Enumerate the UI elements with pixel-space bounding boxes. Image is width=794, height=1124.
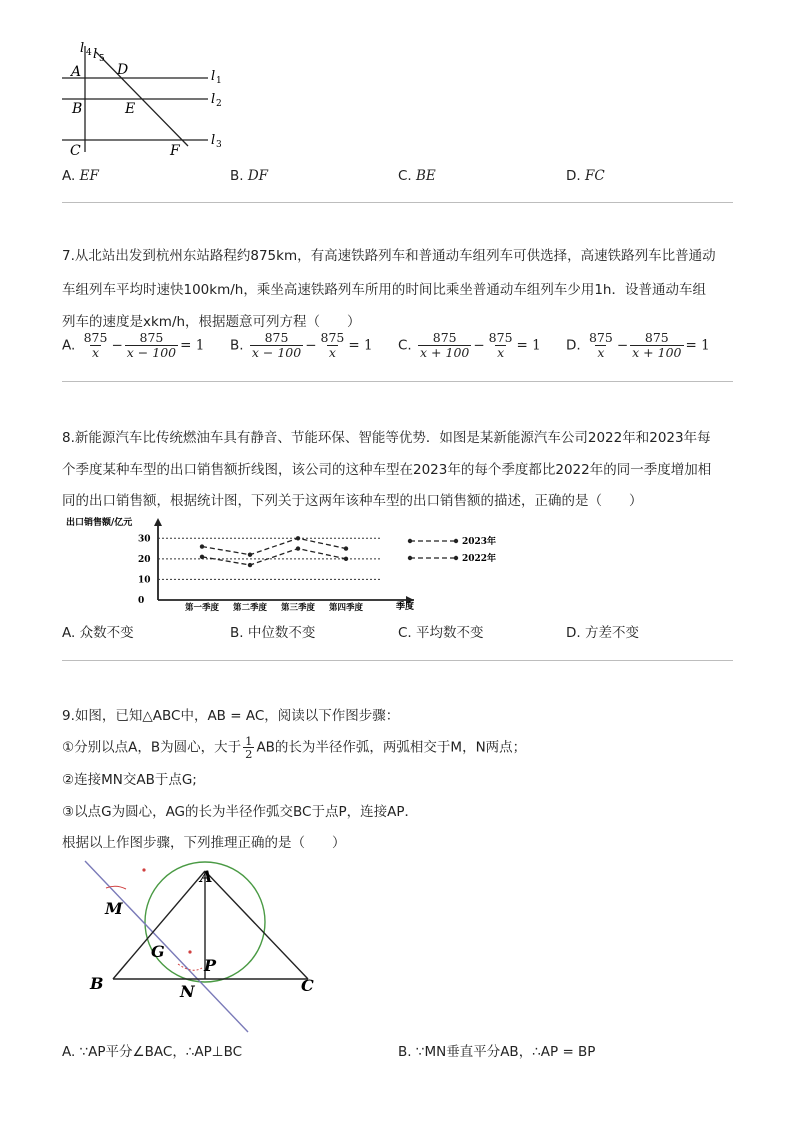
label-A: A bbox=[71, 64, 82, 80]
y-tick-label: 20 bbox=[138, 554, 151, 565]
q9-stem-line5: 根据以上作图步骤，下列推理正确的是（ ） bbox=[62, 835, 346, 851]
x-tick-label: 第二季度 bbox=[232, 603, 268, 613]
label-P: P bbox=[204, 956, 217, 975]
q7-stem-line3: 列车的速度是xkm/h，根据题意可列方程（ ） bbox=[62, 314, 361, 330]
data-point bbox=[296, 536, 300, 540]
q9-option-b[interactable]: B. ∵MN垂直平分AB，∴AP = BP bbox=[398, 1044, 596, 1060]
q6-option-a[interactable]: A. EF bbox=[62, 168, 99, 184]
label-N: N bbox=[180, 982, 195, 1001]
label-l5-sub: 5 bbox=[99, 54, 105, 64]
fraction: $\frac{875}{x}$ bbox=[320, 330, 345, 360]
fraction: $\frac{875}{x - 100}$ bbox=[126, 330, 177, 360]
q9-stem-line4: ③以点G为圆心，AG的长为半径作弧交BC于点P，连接AP． bbox=[62, 804, 418, 820]
q7-option-a[interactable]: A. $\frac{875}{x}$ − $\frac{875}{x - 100}$ = 1 bbox=[62, 330, 205, 360]
arc-mark-N bbox=[178, 964, 202, 970]
label-E: E bbox=[125, 101, 136, 117]
q8-option-b[interactable]: B. 中位数不变 bbox=[230, 625, 316, 641]
q8-option-c[interactable]: C. 平均数不变 bbox=[398, 625, 484, 641]
x-tick-label: 第四季度 bbox=[328, 603, 364, 613]
arc-tick bbox=[188, 950, 191, 953]
label-C: C bbox=[301, 976, 314, 995]
label-G: G bbox=[151, 942, 165, 961]
q7-option-c[interactable]: C. $\frac{875}{x + 100}$ − $\frac{875}{x}$ = 1 bbox=[398, 330, 541, 360]
q6-option-d[interactable]: D. FC bbox=[566, 168, 605, 184]
data-point bbox=[344, 557, 348, 561]
arc-tick bbox=[142, 868, 145, 871]
legend-label: 2022年 bbox=[462, 554, 497, 564]
legend-marker bbox=[454, 556, 458, 560]
fraction: $\frac{875}{x}$ bbox=[588, 330, 613, 360]
q7-stem-line2: 车组列车平均时速快100km/h，乘坐高速铁路列车所用的时间比乘坐普通动车组列车少用1h．设普通动车组 bbox=[62, 282, 706, 298]
label-l2-sub: 2 bbox=[216, 99, 222, 109]
legend-label: 2023年 bbox=[462, 537, 497, 547]
label-B: B bbox=[90, 974, 104, 993]
data-point bbox=[200, 555, 204, 559]
label-l1-sub: 1 bbox=[216, 76, 222, 86]
label-M: M bbox=[105, 899, 123, 918]
segment-AB bbox=[113, 871, 205, 979]
legend-marker bbox=[408, 556, 412, 560]
q7-option-d[interactable]: D. $\frac{875}{x}$ − $\frac{875}{x + 100}$ = 1 bbox=[566, 330, 710, 360]
y-axis-label: 出口销售额/亿元 bbox=[66, 518, 133, 528]
fraction: $\frac{875}{x + 100}$ bbox=[632, 330, 682, 360]
divider bbox=[62, 381, 733, 382]
arc-mark-M bbox=[106, 886, 126, 889]
y-tick-label: 0 bbox=[138, 596, 145, 606]
fraction: $\frac{875}{x - 100}$ bbox=[251, 330, 302, 360]
q7-option-b[interactable]: B. $\frac{875}{x - 100}$ − $\frac{875}{x}$ = 1 bbox=[230, 330, 373, 360]
q7-stem-line1: 7.从北站出发到杭州东站路程约875km，有高速铁路列车和普通动车组列车可供选择，高速铁路列车比普通动 bbox=[62, 248, 716, 264]
legend-marker bbox=[408, 539, 412, 543]
q8-stem-line1: 8.新能源汽车比传统燃油车具有静音、节能环保、智能等优势．如图是某新能源汽车公司2022年和2023年每 bbox=[62, 430, 711, 446]
label-l4: l bbox=[80, 41, 85, 56]
q9-stem-line3: ②连接MN交AB于点G; bbox=[62, 772, 197, 788]
fraction: $\frac{875}{x}$ bbox=[83, 330, 108, 360]
label-F: F bbox=[170, 143, 180, 159]
q9-stem-line2: ①分别以点A，B为圆心，大于 $\frac{1}{2}$ AB的长为半径作弧，两弧相交于M，N两点； bbox=[62, 734, 527, 761]
data-point bbox=[248, 553, 252, 557]
q9-stem-line1: 9.如图，已知△ABC中，AB = AC，阅读以下作图步骤： bbox=[62, 708, 400, 724]
q9-option-a[interactable]: A. ∵AP平分∠BAC，∴AP⊥BC bbox=[62, 1044, 243, 1060]
label-l1: l bbox=[211, 69, 216, 84]
segment-AC bbox=[205, 871, 308, 979]
legend-marker bbox=[454, 539, 458, 543]
label-l5: l bbox=[93, 47, 98, 62]
q6-option-b[interactable]: B. DF bbox=[230, 168, 269, 184]
y-axis-arrow bbox=[154, 518, 162, 526]
label-l3: l bbox=[211, 133, 216, 148]
label-C: C bbox=[70, 143, 81, 159]
fraction-half: $\frac{1}{2}$ bbox=[245, 734, 253, 761]
y-tick-label: 30 bbox=[138, 534, 151, 545]
divider bbox=[62, 660, 733, 661]
q8-option-d[interactable]: D. 方差不变 bbox=[566, 625, 639, 641]
triangle-construction-figure bbox=[80, 856, 330, 1036]
label-l3-sub: 3 bbox=[216, 140, 222, 150]
divider bbox=[62, 202, 733, 203]
label-A: A bbox=[200, 867, 213, 886]
y-tick-label: 10 bbox=[138, 575, 151, 586]
label-B: B bbox=[72, 101, 83, 117]
data-point bbox=[200, 544, 204, 548]
q6-option-c[interactable]: C. BE bbox=[398, 168, 436, 184]
data-point bbox=[296, 546, 300, 550]
q8-stem-line3: 同的出口销售额，根据统计图，下列关于这两年该种车型的出口销售额的描述，正确的是（ ） bbox=[62, 493, 643, 509]
fraction: $\frac{875}{x + 100}$ bbox=[420, 330, 470, 360]
fraction: $\frac{875}{x}$ bbox=[488, 330, 513, 360]
x-tick-label: 第三季度 bbox=[280, 603, 316, 613]
series-line bbox=[202, 538, 346, 554]
q8-stem-line2: 个季度某种车型的出口销售额折线图，该公司的这种车型在2023年的每个季度都比2022年的同一季度增加相 bbox=[62, 462, 712, 478]
label-D: D bbox=[117, 62, 129, 78]
q8-option-a[interactable]: A. 众数不变 bbox=[62, 625, 134, 641]
label-l4-sub: 4 bbox=[86, 48, 92, 58]
data-point bbox=[248, 563, 252, 567]
x-axis-label: 季度 bbox=[396, 602, 415, 612]
data-point bbox=[344, 546, 348, 550]
series-line bbox=[202, 549, 346, 565]
parallel-lines-figure bbox=[60, 40, 230, 160]
x-tick-label: 第一季度 bbox=[184, 603, 220, 613]
label-l2: l bbox=[211, 92, 216, 107]
sales-line-chart bbox=[62, 514, 522, 614]
